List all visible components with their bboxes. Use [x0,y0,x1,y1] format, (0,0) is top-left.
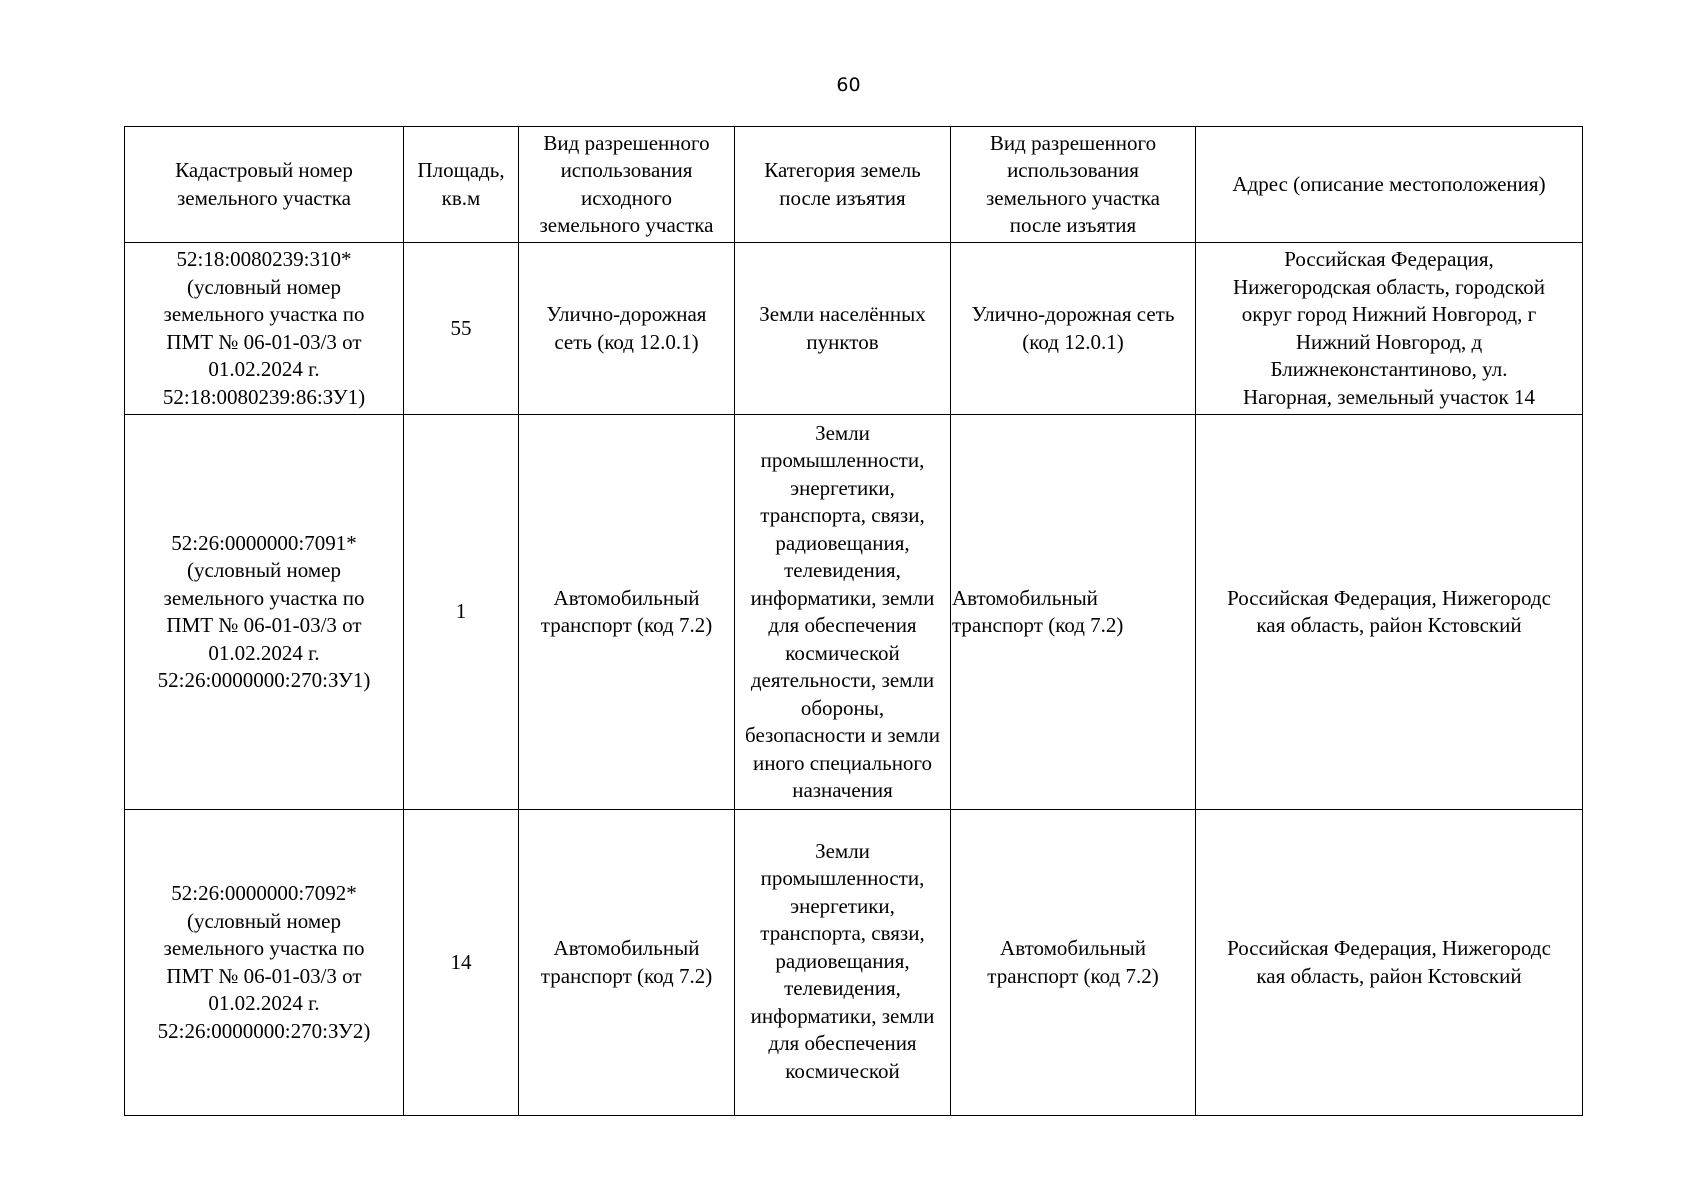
cell-use-after: Автомобильный транспорт (код 7.2) [951,415,1196,810]
cell-area: 1 [404,415,519,810]
header-address: Адрес (описание местоположения) [1196,127,1583,243]
cell-use-original: Автомобильный транспорт (код 7.2) [519,810,735,1116]
category-text: Земли промышленности, энергетики, транспорта, связи, радиовещания, телевидения, информатики, земли для обеспечения космической [750,838,935,1083]
cell-area: 55 [404,243,519,415]
page-number: 60 [836,74,861,96]
cell-category [735,810,951,1116]
header-use-after: Вид разрешенного использования земельного участка после изъятия [951,127,1196,243]
cell-area: 14 [404,810,519,1116]
cell-use-original: Улично-дорожная сеть (код 12.0.1) [519,243,735,415]
cell-address: Российская Федерация, Нижегородская область, городской округ город Нижний Новгород, г Нижний Новгород, д Ближнеконстантиново, ул. Нагорная, земельный участок 14 [1196,243,1583,415]
header-category-after: Категория земель после изъятия [735,127,951,243]
header-area: Площадь, кв.м [404,127,519,243]
table-row [125,243,1583,415]
cell-category: Земли населённых пунктов [735,243,951,415]
cell-category: Земли промышленности, энергетики, транспорта, связи, радиовещания, телевидения, информатики, земли для обеспечения космической деятельности, земли обороны, безопасности и земли иного специального назначения [735,415,951,810]
cell-address: Российская Федерация, Нижегородс кая область, район Кстовский [1196,810,1583,1116]
table-row [125,810,1583,1116]
cell-cadastral-number: 52:26:0000000:7091* (условный номер земельного участка по ПМТ № 06-01-03/3 от 01.02.2024 г. 52:26:0000000:270:ЗУ1) [125,415,404,810]
cell-use-after: Автомобильный транспорт (код 7.2) [951,810,1196,1116]
cell-cadastral-number: 52:18:0080239:310* (условный номер земельного участка по ПМТ № 06-01-03/3 от 01.02.2024 г. 52:18:0080239:86:ЗУ1) [125,243,404,415]
cell-cadastral-number: 52:26:0000000:7092* (условный номер земельного участка по ПМТ № 06-01-03/3 от 01.02.2024 г. 52:26:0000000:270:ЗУ2) [125,810,404,1116]
cell-address: Российская Федерация, Нижегородс кая область, район Кстовский [1196,415,1583,810]
table-header-row [125,127,1583,243]
cell-use-original: Автомобильный транспорт (код 7.2) [519,415,735,810]
header-use-original: Вид разрешенного использования исходного земельного участка [519,127,735,243]
cell-use-after: Улично-дорожная сеть (код 12.0.1) [951,243,1196,415]
header-cadastral-number: Кадастровый номер земельного участка [125,127,404,243]
table-row [125,415,1583,810]
land-plots-table [124,126,1583,1116]
